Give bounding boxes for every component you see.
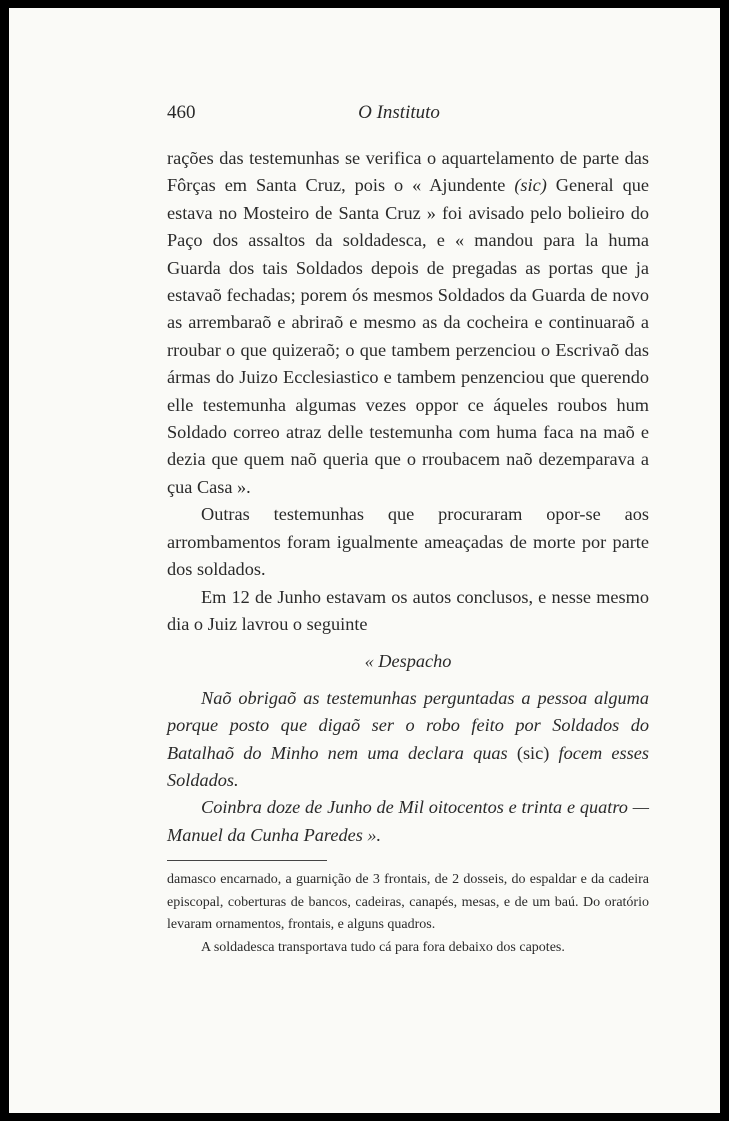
- despacho-text: Naõ obrigaõ as testemunhas perguntadas a pessoa alguma porque posto que digaõ ser o robo feito por Soldados do Batalhaõ do Minho nem uma declara quas: [167, 687, 649, 763]
- main-text: [167, 145, 649, 849]
- despacho-paragraph: [167, 685, 649, 795]
- paragraph-3: Em 12 de Junho estavam os autos conclusos, e nesse mesmo dia o Juiz lavrou o seguinte: [167, 586, 649, 634]
- page-number: 460: [167, 102, 196, 123]
- paragraph-2: Outras testemunhas que procuraram opor-se aos arrombamentos foram igualmente ameaçadas de morte por parte dos soldados.: [167, 504, 649, 580]
- page-header: [167, 102, 631, 128]
- paragraph-1-text: rações das testemunhas se verifica o aquartelamento de parte das Fôrças em Santa Cruz, pois o « Ajundente: [167, 148, 649, 196]
- book-page: [9, 8, 720, 1113]
- despacho-text-cont: focem esses Soldados.: [167, 742, 649, 790]
- paragraph-1-text-cont: General que estava no Mosteiro de Santa Cruz » foi avisado pelo bolieiro do Paço dos assaltos da soldadesca, e « mandou para la huma Guarda dos tais Soldados depois de pregadas as portas que ja estavaõ fechadas; porem ós mesmos Soldados da Guarda de novo as arrembaraõ e abriraõ e mesmo as da cocheira e continuaraõ a rroubar o que quizeraõ; o que tambem perzenciou o Escrivaõ das ármas do Juizo Ecclesiastico e tambem penzenciou que querendo elle testemunha algumas vezes oppor ce áqueles roubos hum Soldado correo atraz delle testemunha com huma faca na maõ e dezia que quem naõ queria que o rroubacem naõ dezemparava a çua Casa ».: [167, 175, 649, 497]
- paragraph-1: [167, 145, 649, 501]
- despacho-title: « Despacho: [364, 651, 452, 672]
- footnote-2: A soldadesca transportava tudo cá para fora debaixo dos capotes.: [201, 939, 565, 955]
- running-title: O Instituto: [358, 102, 440, 123]
- sic-note: (sic): [514, 175, 547, 196]
- footnote-divider: [167, 860, 327, 861]
- footnote-1: damasco encarnado, a guarnição de 3 frontais, de 2 dosseis, do espaldar e da cadeira episcopal, coberturas de bancos, cadeiras, canapés, mesas, e de um baú. Do oratório levaram ornamentos, frontais, e alguns quadros.: [167, 872, 649, 932]
- signature-paragraph: Coinbra doze de Junho de Mil oitocentos e trinta e quatro — Manuel da Cunha Paredes ».: [167, 797, 649, 845]
- despacho-sic-note: (sic): [516, 742, 550, 763]
- footnotes: [167, 869, 649, 959]
